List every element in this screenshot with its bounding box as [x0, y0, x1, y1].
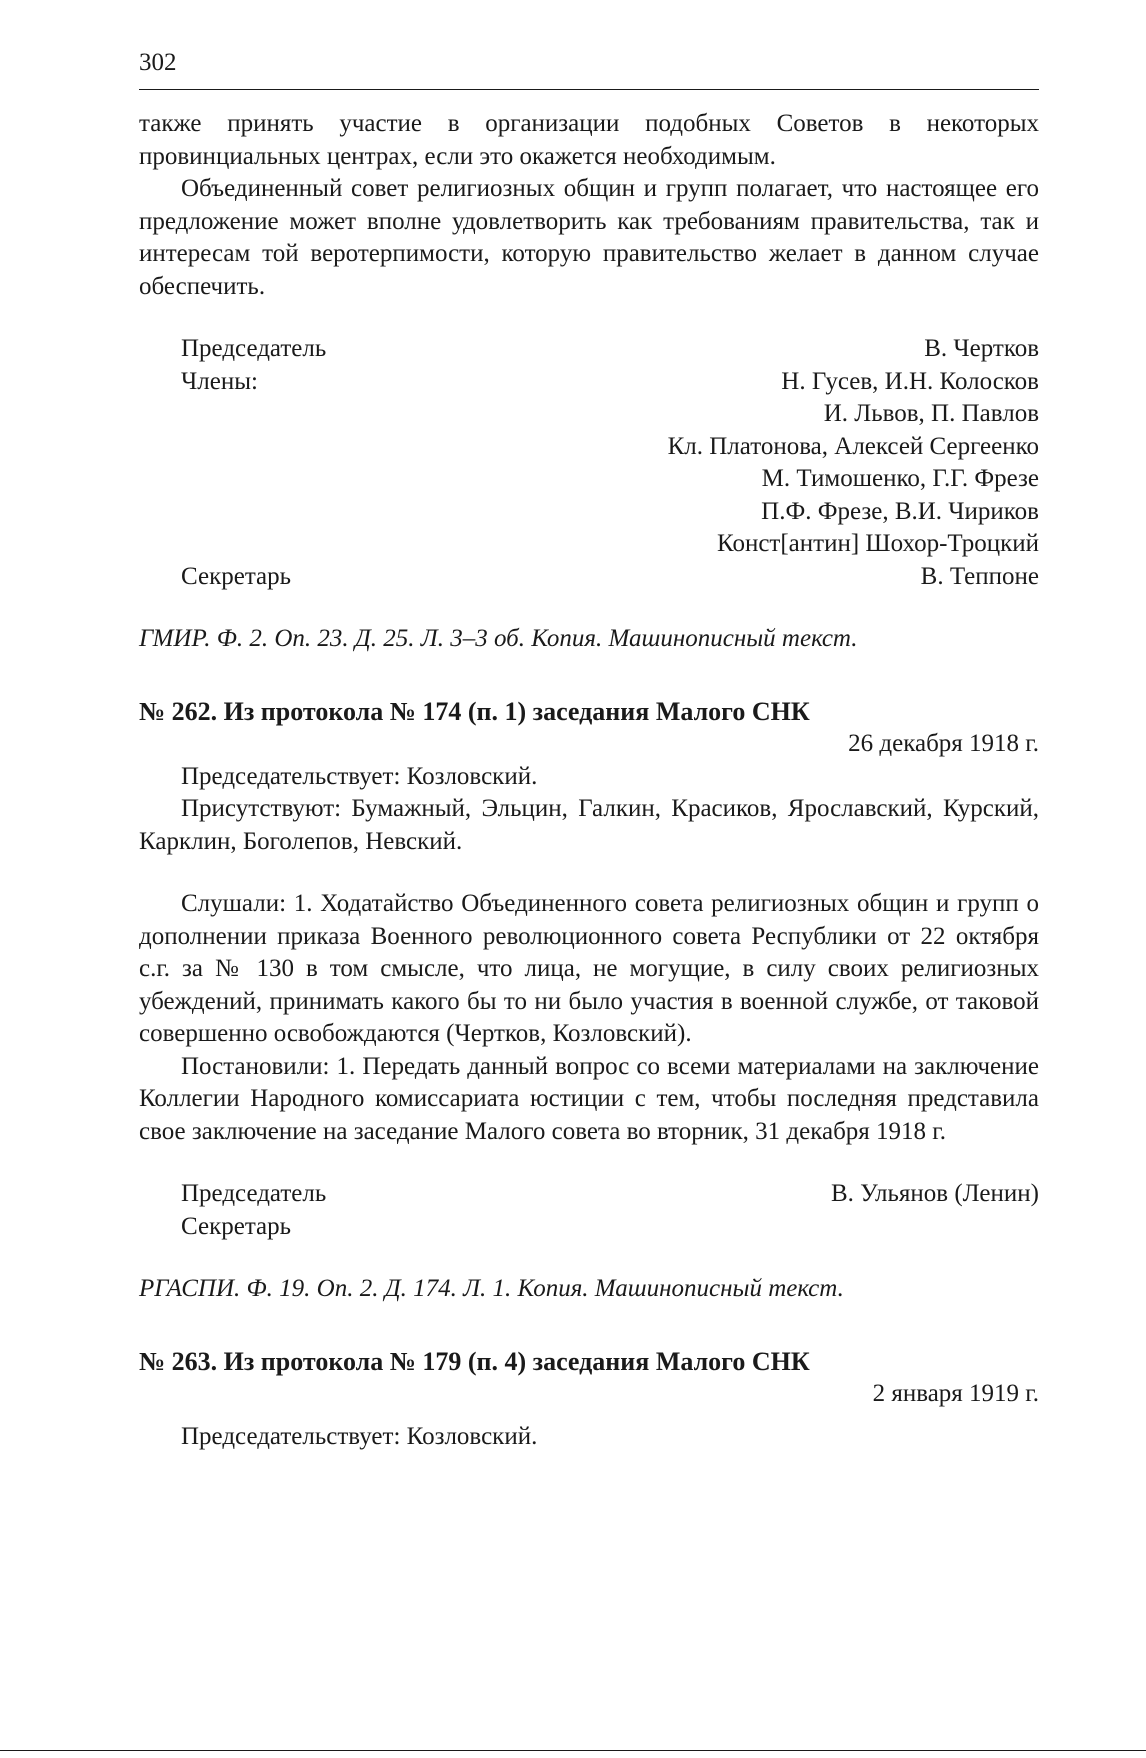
- archive-source: РГАСПИ. Ф. 19. Оп. 2. Д. 174. Л. 1. Копия. Машинописный текст.: [139, 1275, 844, 1302]
- signature-member-row: [139, 398, 1039, 431]
- document-title: № 262. Из протокола № 174 (п. 1) заседания Малого СНК: [139, 696, 810, 726]
- signature-member-row: [139, 463, 1039, 496]
- spacer: [139, 593, 1039, 623]
- page-number: 302: [139, 49, 177, 76]
- signature-secretary-row: [139, 1211, 1039, 1244]
- footer-rule: [0, 1750, 1146, 1751]
- chair-label: Председатель: [181, 335, 327, 362]
- document-title: № 263. Из протокола № 179 (п. 4) заседания Малого СНК: [139, 1346, 810, 1376]
- document-date: 2 января 1919 г.: [872, 1380, 1039, 1407]
- secretary-label: Секретарь: [181, 562, 292, 590]
- chair-label: Председатель: [181, 1180, 327, 1207]
- spacer: [139, 656, 1039, 696]
- presiding-line: Председательствует: Козловский.: [181, 762, 538, 790]
- signature-block-2: [139, 1178, 1039, 1243]
- member-names: Кл. Платонова, Алексей Сергеенко: [667, 432, 1039, 460]
- heard-paragraph: Слушали: 1. Ходатайство Объединенного совета религиозных общин и групп о дополнении приказа Военного революционного совета Республики от 22 октября с.г. за № 130 в том смысле, что лица, не могущие, в силу своих религиозных убеждений, принимать какого бы то ни было участия в военной службе, от таковой совершенно освобождаются (Чертков, Козловский).: [139, 890, 1039, 1047]
- secretary-name: В. Теппоне: [920, 562, 1039, 590]
- intro-paragraph-continuation: также принять участие в организации подобных Советов в некоторых провинциальных центрах, если это окажется необходимым.: [139, 110, 1039, 170]
- intro-paragraph: Объединенный совет религиозных общин и групп полагает, что настоящее его предложение может вполне удовлетворить как требованиям правительства, так и интересам той веротерпимости, которую правительство желает в данном случае обеспечить.: [139, 175, 1039, 300]
- spacer: [139, 1148, 1039, 1178]
- signature-member-row: [139, 528, 1039, 561]
- spacer: [139, 858, 1039, 888]
- header-rule: [139, 89, 1039, 90]
- chair-name: В. Чертков: [924, 335, 1039, 362]
- members-label: Члены:: [181, 367, 258, 395]
- signature-chair-row: [139, 1178, 1039, 1211]
- chair-name: В. Ульянов (Ленин): [830, 1180, 1039, 1207]
- resolved-paragraph: Постановили: 1. Передать данный вопрос со всеми материалами на заключение Коллегии Народного комиссариата юстиции с тем, чтобы последняя представила свое заключение на заседание Малого совета во вторник, 31 декабря 1918 г.: [139, 1052, 1039, 1145]
- signature-secretary-row: [139, 561, 1039, 594]
- secretary-label: Секретарь: [181, 1212, 292, 1240]
- signature-block-1: [139, 333, 1039, 593]
- present-line: Присутствуют: Бумажный, Эльцин, Галкин, Красиков, Ярославский, Курский, Карклин, Боголепов, Невский.: [139, 795, 1039, 855]
- signature-members-row: [139, 366, 1039, 399]
- spacer: [139, 1306, 1039, 1346]
- spacer: [139, 1411, 1039, 1421]
- signature-chair-row: [139, 333, 1039, 366]
- member-names: П.Ф. Фрезе, В.И. Чириков: [761, 497, 1039, 525]
- signature-member-row: [139, 496, 1039, 529]
- spacer: [139, 303, 1039, 333]
- member-names: И. Львов, П. Павлов: [823, 400, 1039, 427]
- member-names: М. Тимошенко, Г.Г. Фрезе: [761, 465, 1039, 492]
- signature-member-row: [139, 431, 1039, 464]
- spacer: [139, 1243, 1039, 1273]
- page-content: [139, 108, 1039, 1453]
- member-names: Конст[антин] Шохор-Троцкий: [717, 530, 1039, 557]
- presiding-line: Председательствует: Козловский.: [181, 1422, 538, 1450]
- document-date: 26 декабря 1918 г.: [848, 730, 1039, 757]
- archive-source: ГМИР. Ф. 2. Оп. 23. Д. 25. Л. 3–3 об. Копия. Машинописный текст.: [139, 625, 858, 652]
- member-names: Н. Гусев, И.Н. Колосков: [781, 367, 1039, 395]
